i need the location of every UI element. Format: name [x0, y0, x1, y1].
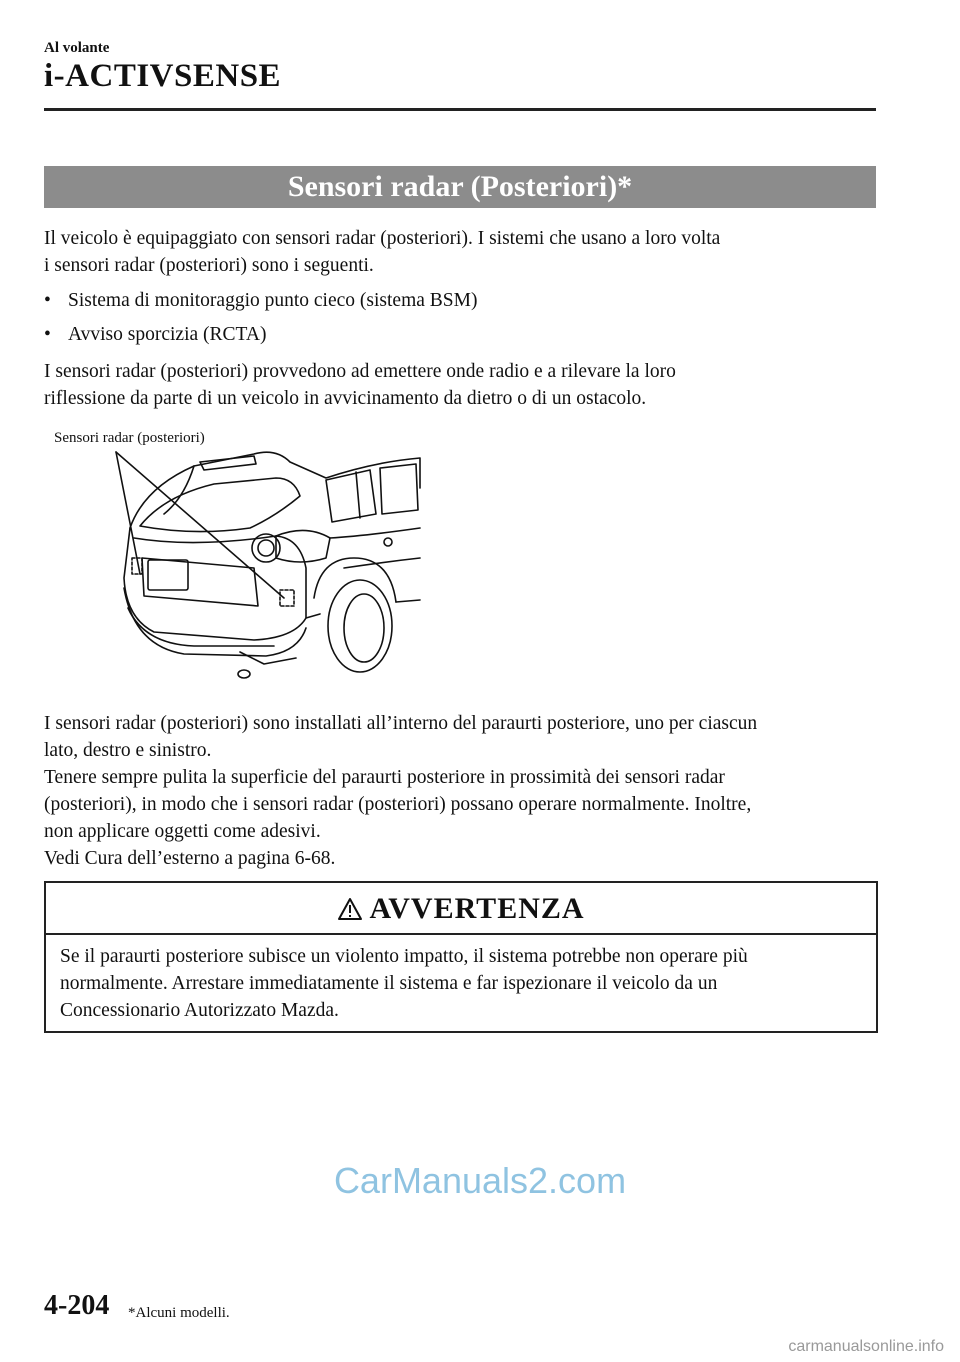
para3-line-4: (posteriori), in modo che i sensori radar (posteriori) possano operare normalmente. Inoltre,: [44, 794, 752, 815]
topic-title-band: Sensori radar (Posteriori)*: [44, 166, 876, 208]
door-handle: [384, 538, 392, 546]
para2-line-1: I sensori radar (posteriori) provvedono ad emettere onde radio e a rilevare la loro: [44, 361, 676, 382]
car-rear-drawing: [44, 418, 464, 700]
warning-triangle-icon: [337, 897, 363, 921]
warning-title: AVVERTENZA: [369, 892, 585, 925]
para2-line-2: riflessione da parte di un veicolo in avvicinamento da dietro o di un ostacolo.: [44, 388, 647, 409]
bullet-text: Sistema di monitoraggio punto cieco (sistema BSM): [68, 290, 478, 311]
bullet-dot-icon: •: [44, 324, 51, 345]
para3-line-1: I sensori radar (posteriori) sono installati all’interno del paraurti posteriore, uno per ciascun: [44, 713, 758, 734]
bullet-text: Avviso sporcizia (RCTA): [68, 324, 267, 345]
warning-line-2: normalmente. Arrestare immediatamente il sistema e far ispezionare il veicolo da un: [60, 973, 718, 994]
para3-line-3: Tenere sempre pulita la superficie del paraurti posteriore in prossimità dei sensori radar: [44, 767, 725, 788]
car-rear-illustration: [44, 418, 464, 700]
para3-line-2: lato, destro e sinistro.: [44, 740, 212, 761]
exhaust-pipe: [238, 670, 250, 678]
warning-line-3: Concessionario Autorizzato Mazda.: [60, 1000, 339, 1021]
bullet-item: [44, 321, 266, 348]
warning-text: [60, 943, 870, 1024]
radar-callout-label: Sensori radar (posteriori): [54, 430, 205, 446]
site-watermark: carmanualsonline.info: [788, 1338, 944, 1355]
warning-box: [44, 881, 878, 1033]
watermark-logo: CarManuals2.com: [333, 1160, 627, 1201]
page-reference-link[interactable]: Vedi Cura dell’esterno a pagina 6-68.: [44, 848, 336, 869]
footnote: *Alcuni modelli.: [128, 1305, 230, 1321]
radar-sensor-right: [280, 590, 294, 606]
intro-line-1: Il veicolo è equipaggiato con sensori radar (posteriori). I sistemi che usano a loro volta: [44, 228, 721, 249]
license-plate: [148, 560, 188, 590]
bullet-dot-icon: •: [44, 290, 51, 311]
header-divider: [44, 108, 876, 111]
intro-line-2: i sensori radar (posteriori) sono i seguenti.: [44, 255, 374, 276]
page-number: 4-204: [44, 1290, 110, 1321]
warning-line-1: Se il paraurti posteriore subisce un violento impatto, il sistema potrebbe non operare più: [60, 946, 748, 967]
chapter-label: Al volante: [44, 40, 110, 56]
section-title: i-ACTIVSENSE: [44, 58, 282, 94]
para3-line-5: non applicare oggetti come adesivi.: [44, 821, 321, 842]
warning-header: [46, 883, 876, 935]
bullet-item: [44, 287, 477, 314]
